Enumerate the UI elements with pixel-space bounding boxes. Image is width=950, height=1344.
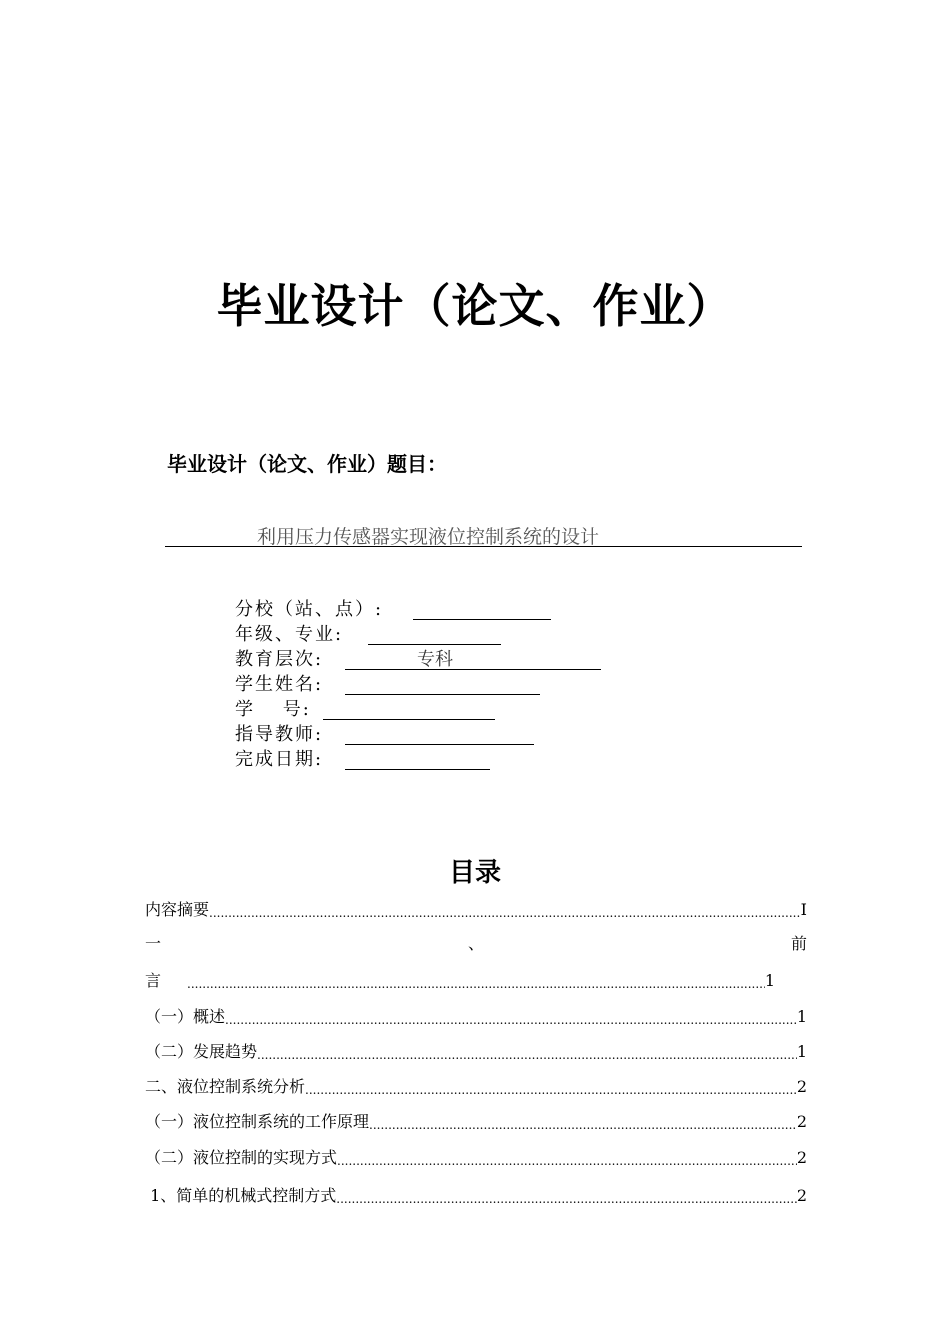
- toc-entry[interactable]: [145, 898, 807, 922]
- toc-entry-preface-line2[interactable]: [145, 969, 775, 993]
- toc-entry-text: 前: [790, 934, 807, 953]
- toc-leader-dots: [209, 904, 801, 922]
- toc-leader-dots: [336, 1190, 797, 1208]
- info-label: 教育层次:: [235, 649, 324, 670]
- info-row-advisor: [235, 722, 383, 747]
- info-blank-line: [323, 697, 495, 720]
- info-row-student-name: [235, 672, 383, 697]
- info-label: 完成日期:: [235, 749, 324, 770]
- toc-entry-text: 内容摘要: [145, 900, 210, 919]
- topic-label: 毕业设计（论文、作业）题目：: [167, 452, 447, 476]
- info-row-education-level: [235, 647, 453, 672]
- info-blank-line: [345, 647, 601, 670]
- toc-entry[interactable]: [145, 1146, 807, 1170]
- info-label: 指导教师:: [235, 724, 324, 745]
- toc-entry-text: 言: [145, 971, 162, 990]
- toc-entry-page: 1: [796, 1007, 807, 1026]
- info-label: 学生姓名:: [235, 674, 324, 695]
- info-label: 分校（站、点）:: [235, 599, 384, 620]
- toc-entry-text: （一）概述: [145, 1007, 226, 1026]
- toc-entry[interactable]: [145, 1075, 807, 1099]
- info-row-branch: [235, 597, 383, 622]
- toc-entry-page: 2: [796, 1077, 807, 1096]
- toc-entry[interactable]: [145, 1184, 807, 1208]
- info-row-grade-major: [235, 622, 383, 647]
- toc-entry-page: I: [800, 900, 807, 919]
- toc-entry-text: 、: [467, 934, 484, 953]
- toc-entry-text: （二）发展趋势: [145, 1042, 258, 1061]
- info-blank-line: [345, 722, 534, 745]
- toc-entry-text: 1、简单的机械式控制方式: [145, 1186, 337, 1205]
- student-info: [235, 597, 453, 772]
- toc-entry[interactable]: [145, 1005, 807, 1029]
- toc-entry-page: 1: [796, 1042, 807, 1061]
- topic-underline: [165, 522, 802, 547]
- toc-leader-dots: [337, 1152, 797, 1170]
- toc-title: 目录: [448, 858, 501, 888]
- toc-entry-text: 二、液位控制系统分析: [145, 1077, 306, 1096]
- toc-entry-page: 2: [796, 1112, 807, 1131]
- toc-leader-dots: [305, 1081, 797, 1099]
- toc-entry-text: （一）液位控制系统的工作原理: [145, 1112, 370, 1131]
- topic-value: 利用压力传感器实现液位控制系统的设计: [257, 526, 600, 548]
- info-row-student-id: [235, 697, 383, 722]
- document-title: 毕业设计（论文、作业）: [216, 279, 734, 333]
- toc-entry-page: 2: [796, 1186, 807, 1205]
- toc-entry-preface-line1[interactable]: [145, 932, 807, 956]
- toc-leader-dots: [369, 1116, 797, 1134]
- toc-entry-text: 一: [145, 934, 162, 953]
- toc-entry[interactable]: [145, 1110, 807, 1134]
- toc-leader-dots: [257, 1046, 797, 1064]
- toc-entry-page: 2: [796, 1148, 807, 1167]
- toc-entry-text: （二）液位控制的实现方式: [145, 1148, 338, 1167]
- toc-leader-dots: [225, 1011, 797, 1029]
- info-blank-line: [368, 622, 501, 645]
- info-blank-line: [413, 597, 551, 620]
- info-label: 学 号:: [235, 699, 311, 720]
- info-blank-line: [345, 747, 490, 770]
- toc-entry-page: 1: [764, 971, 775, 990]
- info-row-completion-date: [235, 747, 383, 772]
- info-blank-line: [345, 672, 540, 695]
- info-value: 专科: [417, 649, 453, 670]
- toc-entry[interactable]: [145, 1040, 807, 1064]
- info-label: 年级、专业:: [235, 624, 344, 645]
- toc-leader-dots: [187, 975, 765, 993]
